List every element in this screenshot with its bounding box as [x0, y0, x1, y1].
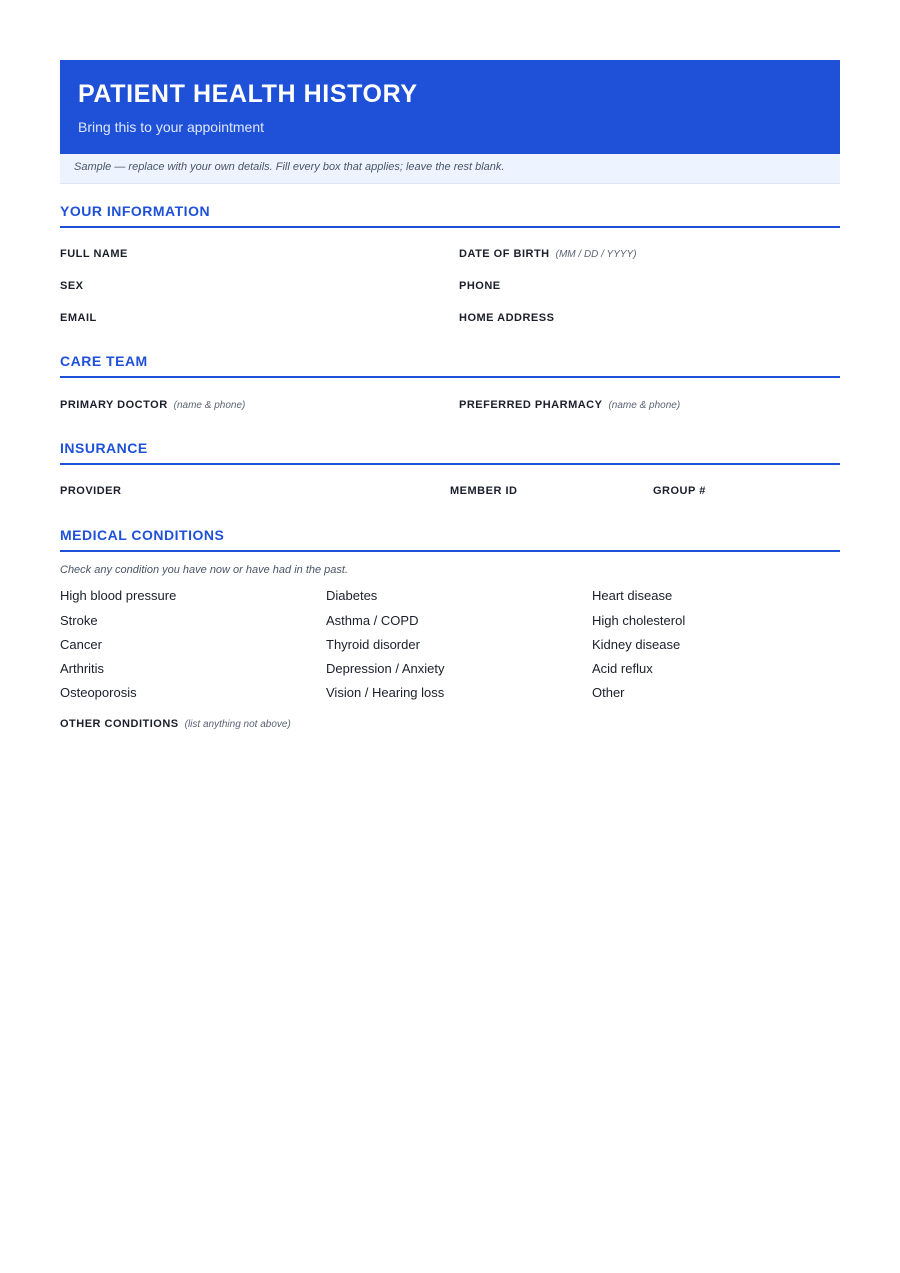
provider-field[interactable] [60, 485, 121, 497]
field-label: PRIMARY DOCTOR [60, 399, 168, 411]
field-label: PREFERRED PHARMACY [459, 399, 603, 411]
condition-checkbox-item[interactable]: Other [592, 685, 625, 700]
section-your-information [60, 203, 840, 334]
field-hint: (name & phone) [173, 400, 246, 411]
group-number-field[interactable] [653, 485, 706, 497]
preferred-pharmacy-field[interactable] [459, 399, 680, 411]
section-heading: CARE TEAM [60, 353, 840, 378]
field-hint: (MM / DD / YYYY) [555, 249, 637, 260]
field-label: PHONE [459, 280, 501, 292]
conditions-instructions: Check any condition you have now or have had in the past. [60, 564, 349, 576]
phone-field[interactable] [459, 280, 501, 292]
full-name-field[interactable] [60, 248, 128, 260]
sex-field[interactable] [60, 280, 84, 292]
sample-notice: Sample — replace with your own details. Fill every box that applies; leave the rest blank. [60, 154, 840, 184]
form-header [60, 60, 840, 154]
section-heading: INSURANCE [60, 440, 840, 465]
field-label: FULL NAME [60, 248, 128, 260]
condition-checkbox-item[interactable]: Diabetes [326, 588, 378, 603]
condition-checkbox-item[interactable]: Vision / Hearing loss [326, 685, 445, 700]
home-address-field[interactable] [459, 312, 554, 324]
field-label: HOME ADDRESS [459, 312, 555, 324]
section-care-team [60, 353, 840, 421]
form-title: PATIENT HEALTH HISTORY [78, 80, 418, 108]
field-label: GROUP # [653, 485, 706, 497]
member-id-field[interactable] [450, 485, 517, 497]
section-heading: YOUR INFORMATION [60, 203, 840, 228]
field-label: MEMBER ID [450, 485, 518, 497]
condition-checkbox-item[interactable]: High blood pressure [60, 588, 177, 603]
condition-checkbox-item[interactable]: High cholesterol [592, 613, 686, 628]
condition-checkbox-item[interactable]: Depression / Anxiety [326, 661, 445, 676]
field-label: EMAIL [60, 312, 97, 324]
other-conditions-field[interactable] [60, 718, 291, 730]
field-label: DATE OF BIRTH [459, 248, 550, 260]
date-of-birth-field[interactable] [459, 248, 637, 260]
section-insurance [60, 440, 840, 508]
primary-doctor-field[interactable] [60, 399, 245, 411]
health-history-form [60, 60, 840, 737]
section-heading: MEDICAL CONDITIONS [60, 527, 840, 552]
condition-checkbox-item[interactable]: Acid reflux [592, 661, 653, 676]
condition-checkbox-item[interactable]: Kidney disease [592, 637, 681, 652]
field-label: SEX [60, 280, 84, 292]
section-medical-conditions [60, 527, 840, 737]
field-label: PROVIDER [60, 485, 122, 497]
condition-checkbox-item[interactable]: Heart disease [592, 588, 673, 603]
condition-checkbox-item[interactable]: Asthma / COPD [326, 613, 419, 628]
condition-checkbox-item[interactable]: Cancer [60, 637, 102, 652]
condition-checkbox-item[interactable]: Osteoporosis [60, 685, 137, 700]
email-field[interactable] [60, 312, 97, 324]
condition-checkbox-item[interactable]: Thyroid disorder [326, 637, 420, 652]
form-subtitle: Bring this to your appointment [78, 119, 264, 135]
field-hint: (name & phone) [608, 400, 681, 411]
field-hint: (list anything not above) [184, 719, 291, 730]
field-label: OTHER CONDITIONS [60, 718, 179, 730]
condition-checkbox-item[interactable]: Arthritis [60, 661, 105, 676]
condition-checkbox-item[interactable]: Stroke [60, 613, 98, 628]
